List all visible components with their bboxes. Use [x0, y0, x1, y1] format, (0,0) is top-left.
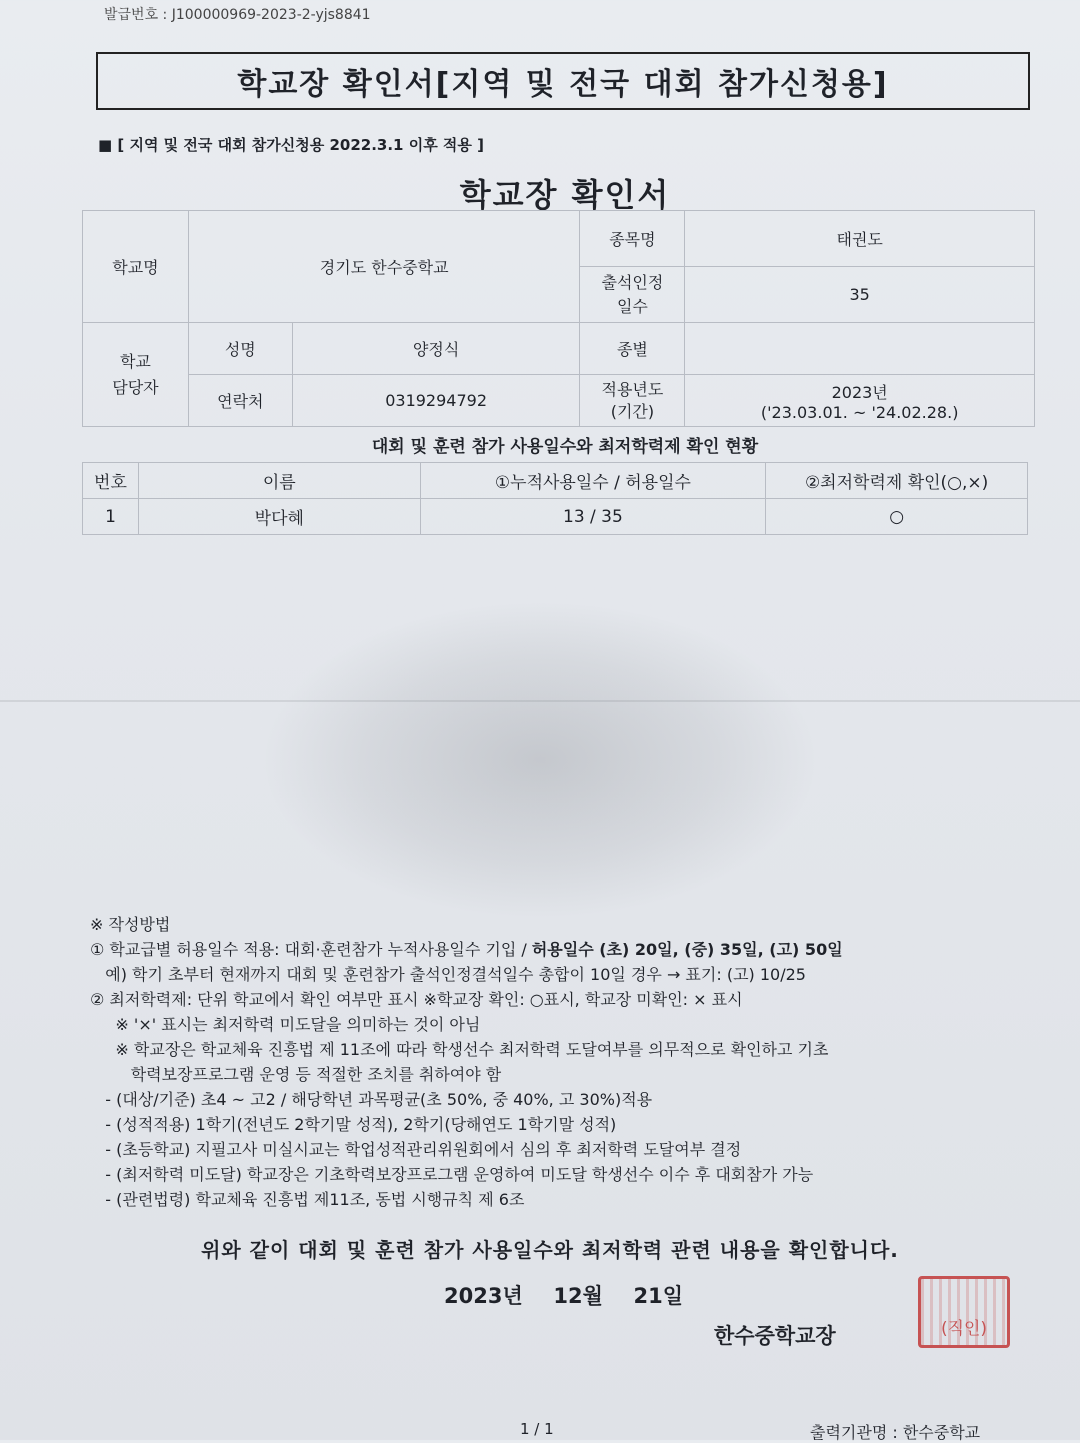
col-header-days: ①누적사용일수 / 허용일수	[420, 463, 766, 499]
notes-line-8: - (성적적용) 1학기(전년도 2학기말 성적), 2학기(당해연도 1학기말 성적)	[90, 1115, 617, 1134]
info-table	[82, 210, 1035, 427]
year-label: 적용년도 (기간)	[580, 375, 685, 427]
school-name-label: 학교명	[83, 211, 189, 323]
notes-line-1a: ① 학교급별 허용일수 적용: 대회·훈련참가 누적사용일수 기입 /	[90, 940, 532, 959]
row-number: 1	[83, 499, 139, 535]
notes-line-6: 학력보장프로그램 운영 등 적절한 조치를 취하여야 함	[90, 1065, 502, 1084]
manager-label: 학교 담당자	[83, 323, 189, 427]
issue-date: 2023년 12월 21일	[444, 1284, 683, 1308]
attendance-label: 출석인정 일수	[580, 267, 685, 323]
notes-title: ※ 작성방법	[90, 915, 171, 934]
type-value	[685, 323, 1035, 375]
section-heading: 대회 및 훈련 참가 사용일수와 최저학력제 확인 현황	[371, 437, 759, 457]
issuer-label: 출력기관명 : 한수중학교	[810, 1423, 981, 1442]
paper-fold-line	[0, 700, 1080, 702]
col-header-academic: ②최저학력제 확인(○,×)	[766, 463, 1028, 499]
row-name: 박다혜	[138, 499, 420, 535]
notes-line-1	[90, 937, 1020, 962]
year-value: 2023년	[831, 382, 888, 402]
sport-label: 종목명	[580, 211, 685, 267]
sport-value: 태권도	[685, 211, 1035, 267]
school-name: 경기도 한수중학교	[188, 211, 580, 323]
official-seal	[918, 1276, 1010, 1348]
issue-number: 발급번호 : J100000969-2023-2-yjs8841	[104, 7, 371, 23]
seal-label: (직인)	[940, 1319, 988, 1339]
photo-shadow	[260, 600, 820, 920]
notes-line-9: - (초등학교) 지필고사 미실시교는 학업성적관리위원회에서 심의 후 최저학력 도달여부 결정	[90, 1140, 742, 1159]
page-number: 1 / 1	[520, 1420, 554, 1438]
col-header-name: 이름	[138, 463, 420, 499]
header-title: 학교장 확인서[지역 및 전국 대회 참가신청용]	[96, 52, 1030, 110]
type-label: 종별	[580, 323, 685, 375]
row-days: 13 / 35	[420, 499, 766, 535]
writing-instructions	[90, 912, 1020, 1212]
notes-line-2: 예) 학기 초부터 현재까지 대회 및 훈련참가 출석인정결석일수 총합이 10일 경우 → 표기: (고) 10/25	[90, 965, 806, 984]
contact-value: 0319294792	[292, 375, 580, 427]
notes-line-7: - (대상/기준) 초4 ~ 고2 / 해당학년 과목평균(초 50%, 중 40%, 고 30%)적용	[90, 1090, 653, 1109]
notes-line-5: ※ 학교장은 학교체육 진흥법 제 11조에 따라 학생선수 최저학력 도달여부를 의무적으로 확인하고 기초	[90, 1040, 829, 1059]
notes-line-4: ※ '×' 표시는 최저학력 미도달을 의미하는 것이 아님	[90, 1015, 481, 1034]
principal-name: 한수중학교장	[714, 1324, 836, 1348]
period-value: ('23.03.01. ~ '24.02.28.)	[760, 402, 959, 422]
attendance-days: 35	[685, 267, 1035, 323]
table-header-row	[83, 463, 1028, 499]
contact-label: 연락처	[188, 375, 292, 427]
document-title: 학교장 확인서	[459, 176, 671, 214]
table-row	[83, 499, 1028, 535]
confirmation-statement: 위와 같이 대회 및 훈련 참가 사용일수와 최저학력 관련 내용을 확인합니다.	[201, 1238, 899, 1262]
row-academic-check: ○	[766, 499, 1028, 535]
notes-line-3: ② 최저학력제: 단위 학교에서 확인 여부만 표시 ※학교장 확인: ○표시, 학교장 미확인: × 표시	[90, 990, 743, 1009]
sub-note: ■ [ 지역 및 전국 대회 참가신청용 2022.3.1 이후 적용 ]	[98, 136, 484, 154]
col-header-number: 번호	[83, 463, 139, 499]
status-table	[82, 462, 1028, 535]
year-cell	[685, 375, 1035, 427]
name-label: 성명	[188, 323, 292, 375]
manager-name: 양정식	[292, 323, 580, 375]
notes-line-10: - (최저학력 미도달) 학교장은 기초학력보장프로그램 운영하여 미도달 학생선수 이수 후 대회참가 가능	[90, 1165, 814, 1184]
notes-line-11: - (관련법령) 학교체육 진흥법 제11조, 동법 시행규칙 제 6조	[90, 1190, 525, 1209]
notes-line-1b: 허용일수 (초) 20일, (중) 35일, (고) 50일	[531, 940, 843, 959]
